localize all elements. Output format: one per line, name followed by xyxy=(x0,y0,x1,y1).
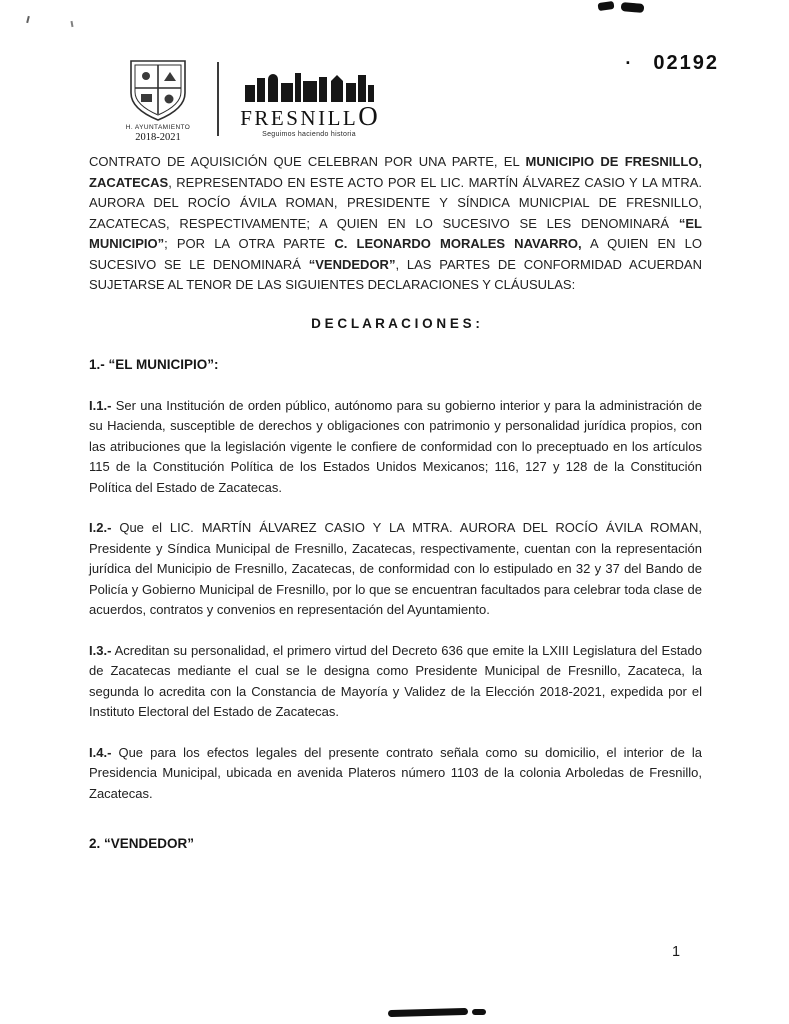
section2-heading: 2. “VENDEDOR” xyxy=(89,836,195,851)
scan-artifact xyxy=(388,1008,468,1017)
crest-shield-icon xyxy=(121,58,195,122)
clause-i2-paragraph: I.2.- Que el LIC. MARTÍN ÁLVAREZ CASIO Y LA MTRA. AURORA DEL ROCÍO ÁVILA ROMAN, Presidente y Síndica Municipal de Fresnillo, Zacatecas, respectivamente, cuentan con la representación jurídica del Municipio de Fresnillo, Zacatecas, de conformidad con lo estipulado en 32 y 37 del Bando de Policía y Gobierno Municipal de Fresnillo, por lo que se encuentran facultados para celebrar toda clase de acuerdos, contratos y convenios en representación del Ayuntamiento. xyxy=(89,520,702,617)
letterhead-divider xyxy=(217,62,219,136)
intro-paragraph: CONTRATO DE AQUISICIÓN QUE CELEBRAN POR UNA PARTE, EL MUNICIPIO DE FRESNILLO, ZACATECAS, REPRESENTADO EN ESTE ACTO POR EL LIC. MARTÍN ÁLVAREZ CASIO Y LA MTRA. AURORA DEL ROCÍO ÁVILA ROMAN, PRESIDENTE Y SÍNDICA MUNICPIAL DE FRESNILLO, ZACATECAS, RESPECTIVAMENTE; A QUIEN EN LO SUCESIVO SE LES DENOMINARÁ “EL MUNICIPIO”; POR LA OTRA PARTE C. LEONARDO MORALES NAVARRO, A QUIEN EN LO SUCESIVO SE LE DENOMINARÁ “VENDEDOR”, LAS PARTES DE CONFORMIDAD ACUERDAN SUJETARSE AL TENOR DE LAS SIGUIENTES DECLARACIONES Y CLÁUSULAS: xyxy=(89,154,703,292)
fresnillo-wordmark: FRESNILLO xyxy=(240,101,378,131)
scan-artifact xyxy=(26,16,30,23)
clause-i4-paragraph: I.4.- Que para los efectos legales del presente contrato señala como su domicilio, el interior de la Presidencia Municipal, ubicada en avenida Plateros número 1103 de la colonia Arboledas de Fresnillo, Zacatecas. xyxy=(89,744,702,801)
scan-artifact xyxy=(70,21,73,27)
scan-artifact xyxy=(621,2,645,13)
section1-heading: 1.- “EL MUNICIPIO”: xyxy=(89,356,219,372)
city-skyline-icon xyxy=(243,68,375,102)
clause-i3-paragraph: I.3.- Acreditan su personalidad, el primero virtud del Decreto 636 que emite la LXIII Legislatura del Estado de Zacatecas mediante el cual se le designa como Presidente Municipal de Fresnillo, Zacateca, la segunda lo acredita con la Constancia de Mayoría y Validez de la Elección 2018-2021, expedida por el Instituto Electoral del Estado de Zacatecas. xyxy=(89,642,702,719)
doc-number-value: 02192 xyxy=(653,52,719,74)
doc-number-dot: · xyxy=(625,53,632,73)
fresnillo-tagline: Seguimos haciendo historia xyxy=(262,131,356,138)
clause-i1-paragraph: I.1.- Ser una Institución de orden público, autónomo para su gobierno interior y para la administración de su Hacienda, susceptible de derechos y obligaciones con patrimonio y personalidad jurídica propios, con las atribuciones que la legislación vigente le confiere de conformidad con lo preceptuado en los artículos 115 de la Constitución Política de los Estados Unidos Mexicanos; 116, 127 y 128 de la Constitución Política del Estado de Zacatecas. xyxy=(89,397,702,495)
scan-artifact xyxy=(472,1009,486,1015)
crest-caption: H. AYUNTAMIENTO xyxy=(125,124,191,131)
fresnillo-logo xyxy=(236,58,382,138)
letterhead xyxy=(116,58,382,143)
scan-artifact xyxy=(598,1,615,11)
municipal-crest-logo xyxy=(116,58,200,143)
declaraciones-heading: D E C L A R A C I O N E S : xyxy=(311,315,480,331)
crest-years: 2018-2021 xyxy=(135,132,181,143)
document-body xyxy=(89,152,702,875)
document-number-stamp xyxy=(625,52,719,75)
page-number: 1 xyxy=(672,944,681,960)
